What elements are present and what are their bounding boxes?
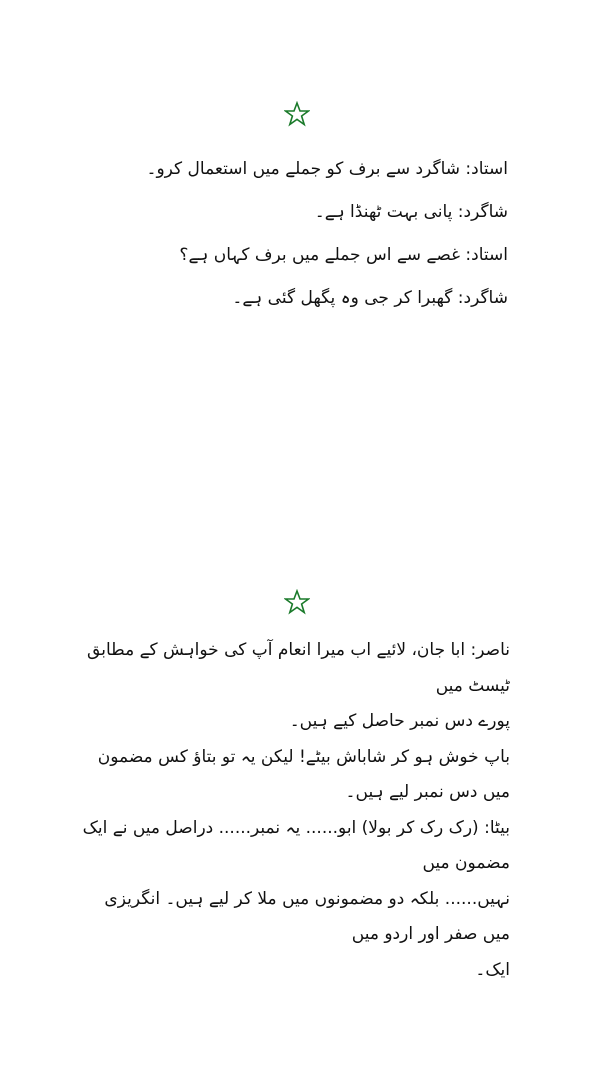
star-outline-icon (284, 101, 310, 127)
star-outline-icon-svg (284, 589, 310, 615)
joke-1-line-1: استاد: شاگرد سے برف کو جملے میں استعمال کرو۔ (146, 159, 508, 179)
joke-1-line-2: شاگرد: پانی بہت ٹھنڈا ہے۔ (314, 202, 508, 222)
joke-2-text-block (80, 633, 510, 988)
joke-2-line-6: ایک۔ (475, 959, 510, 980)
star-outline-icon-svg (284, 101, 310, 127)
joke-1-line-3: استاد: غصے سے اس جملے میں برف کہاں ہے؟ (179, 245, 508, 265)
joke-1-text-block (68, 148, 508, 320)
joke-2-line-1: ناصر: ابا جان، لائیے اب میرا انعام آپ کی خواہش کے مطابق ٹیسٹ میں (87, 640, 510, 696)
joke-2-line-2: پورے دس نمبر حاصل کیے ہیں۔ (289, 711, 510, 731)
joke-1-line-4: شاگرد: گھبرا کر جی وہ پگھل گئی ہے۔ (232, 288, 508, 308)
star-outline-icon (284, 589, 310, 615)
joke-2-line-3: باپ خوش ہو کر شاباش بیٹے! لیکن یہ تو بتاؤ کس مضمون میں دس نمبر لیے ہیں۔ (97, 746, 510, 802)
joke-2-line-4: بیٹا: (رک رک کر بولا) ابو...... یہ نمبر...... دراصل میں نے ایک مضمون میں (82, 817, 510, 873)
joke-2-line-5: نہیں...... بلکہ دو مضمونوں میں ملا کر لیے ہیں۔ انگریزی میں صفر اور اردو میں (104, 888, 510, 944)
